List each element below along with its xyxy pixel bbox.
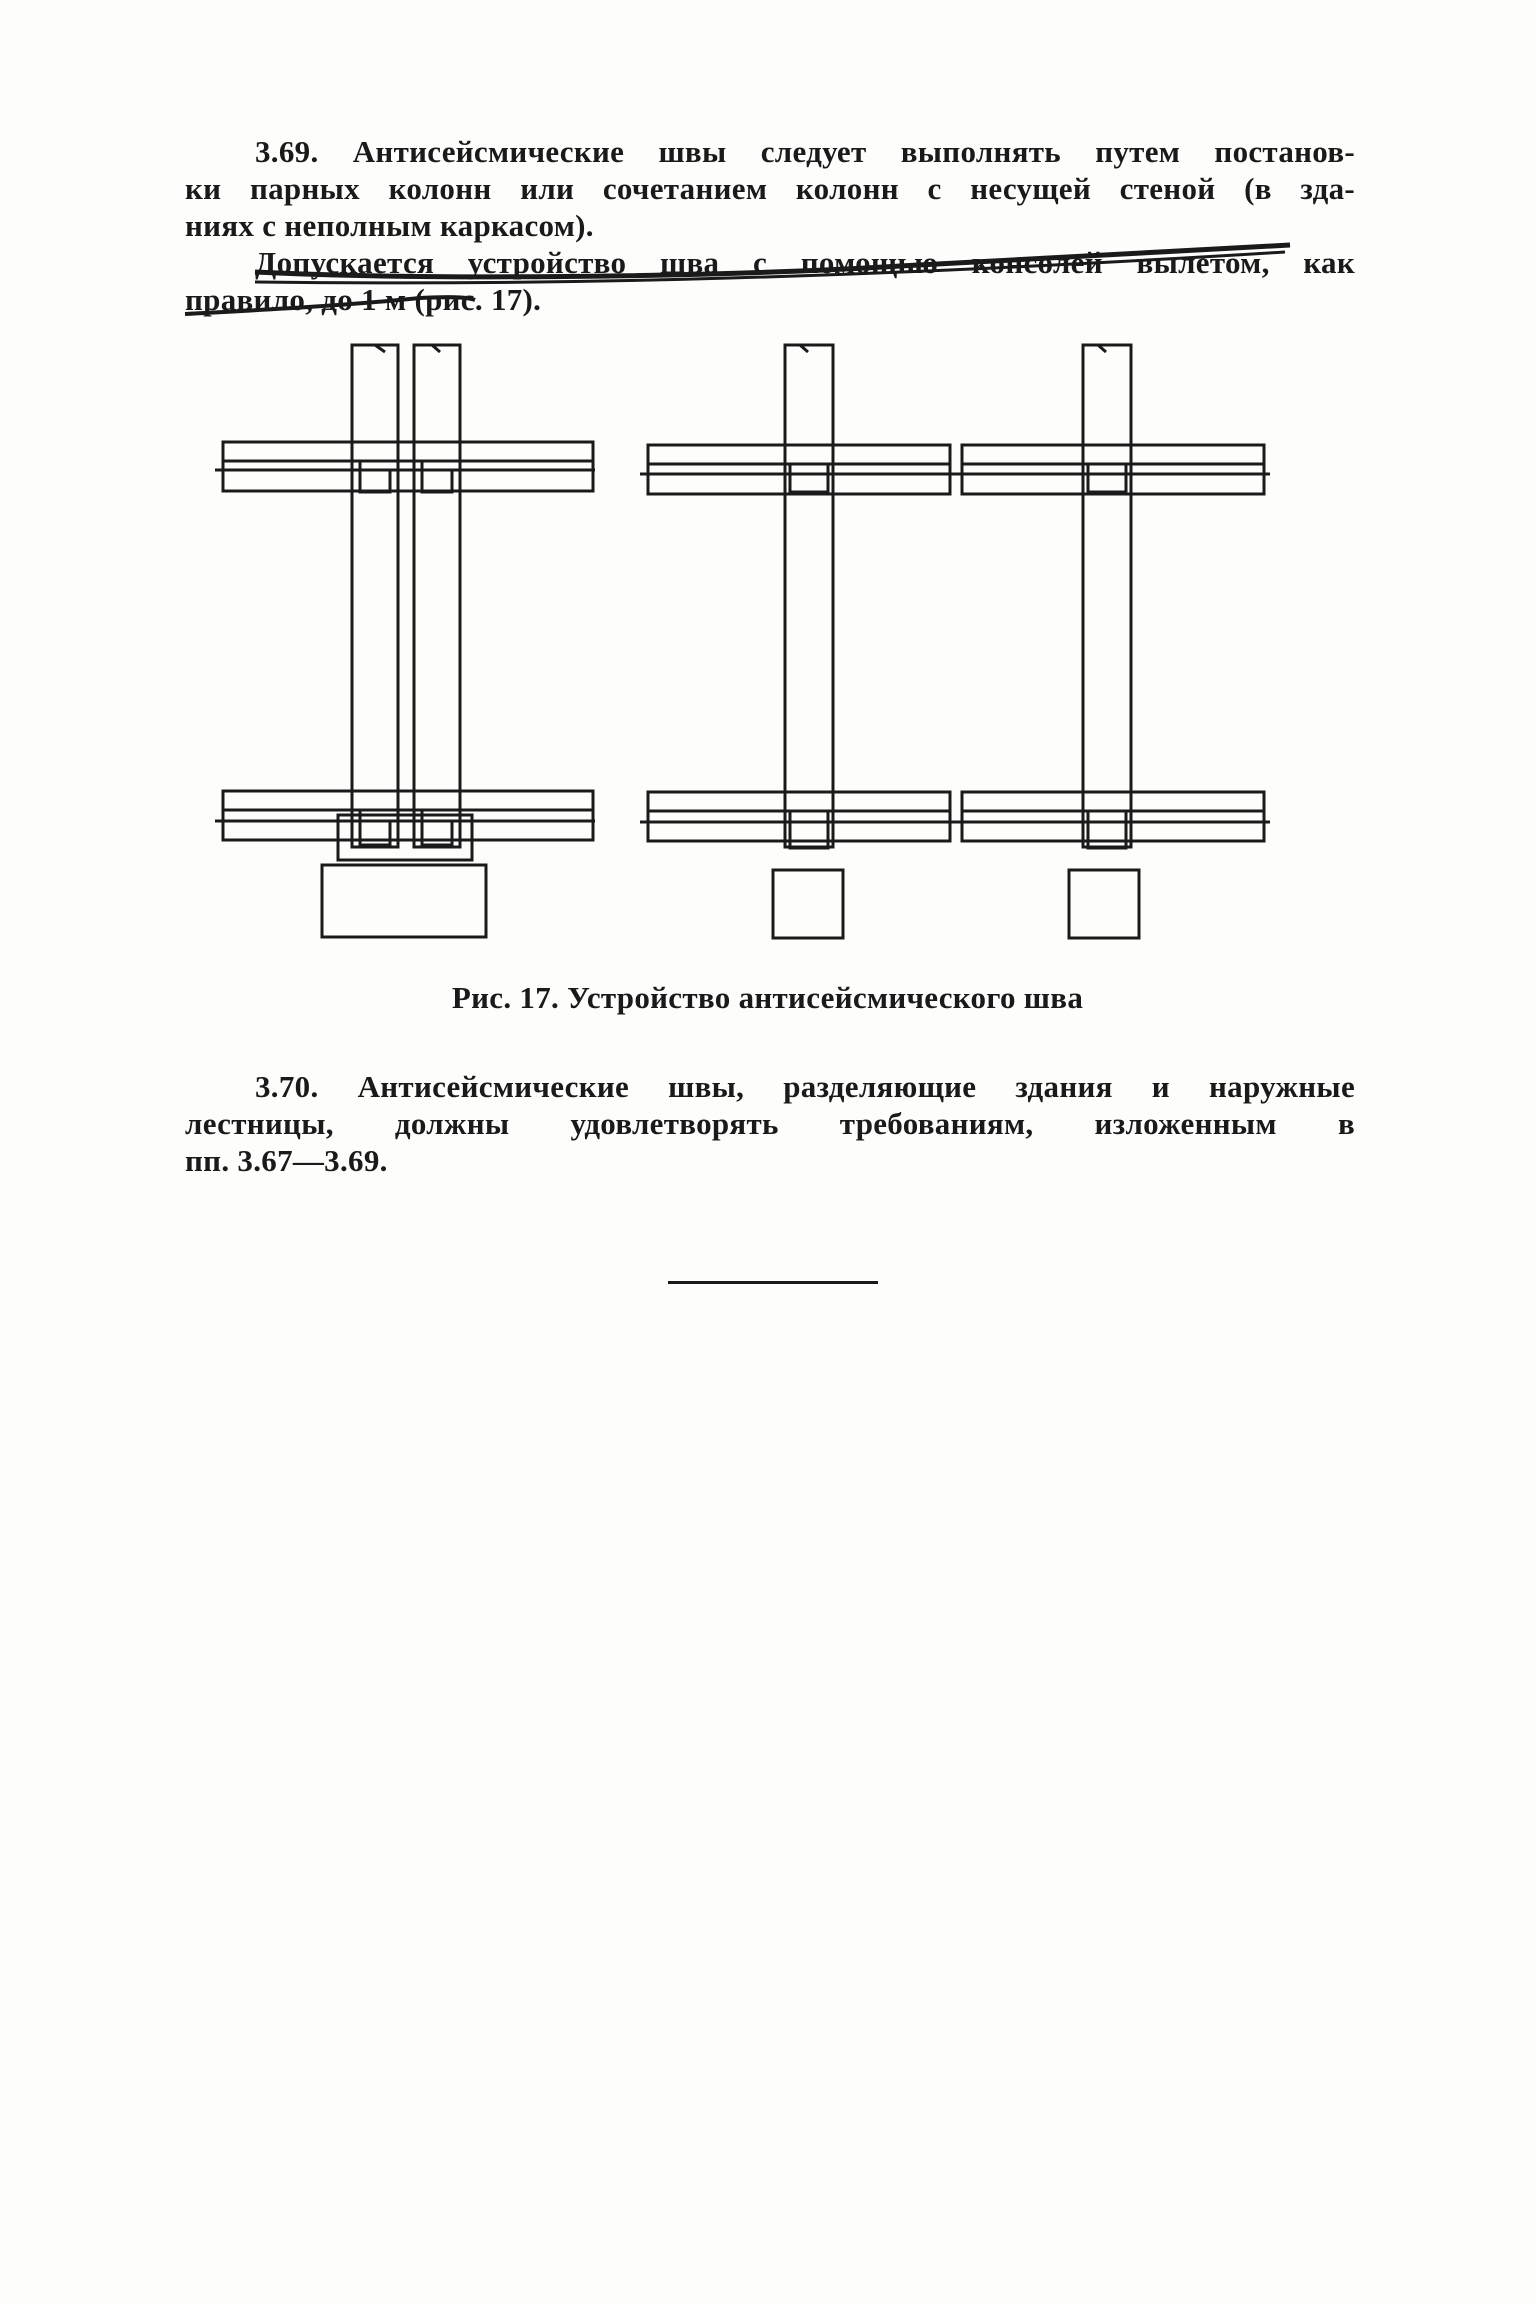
console-joint-middle [640,345,955,938]
figure-reference: (рис. 17). [406,282,542,317]
paragraph-line: ки парных колонн или сочетанием колонн с несущей стеной (в зда- [185,171,1355,206]
paragraph-line: ниях с неполным каркасом). [185,208,594,243]
struck-text: правило, до 1 м [185,282,407,317]
struck-line: Допускается устройство шва с помощью консолей вылетом, как [255,245,1355,280]
console-joint-right [955,345,1270,938]
paragraph-line: лестницы, должны удовлетворять требованиям, изложенным в [185,1106,1355,1141]
paired-columns-joint [215,345,595,937]
paragraph-text: Антисейсмические швы, разделяющие здания и наружные [357,1069,1355,1104]
paragraph-line: пп. 3.67—3.69. [185,1143,388,1178]
paragraph-text: Антисейсмические швы следует выполнять путем постанов- [352,134,1355,169]
paragraph-3-70 [185,1068,1355,1179]
paragraph-line [185,1068,1355,1105]
section-number: 3.70. [255,1069,319,1104]
figure-caption: Рис. 17. Устройство антисейсмического шва [451,980,1084,1015]
closing-rule [668,1281,878,1284]
section-number: 3.69. [255,134,319,169]
